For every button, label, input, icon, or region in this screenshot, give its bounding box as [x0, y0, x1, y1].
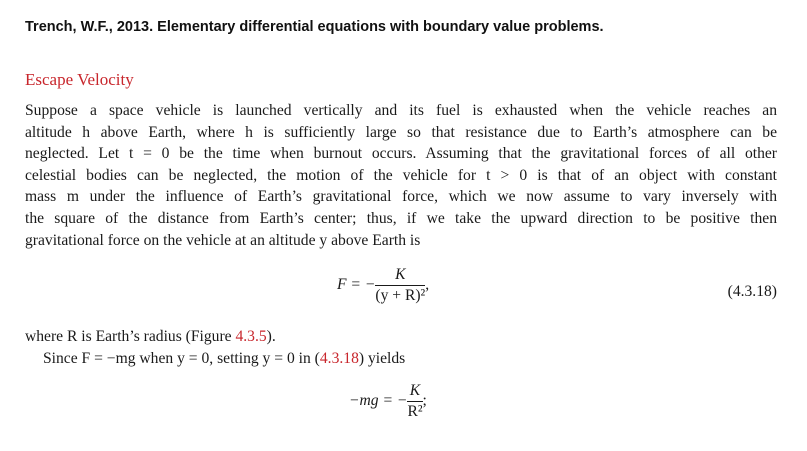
paragraph-line: altitude h above Earth, where h is sufficiently large so that resistance due to Earth’s atmosphere can be: [25, 123, 777, 141]
paragraph-radius: [25, 326, 276, 348]
figure-link[interactable]: 4.3.5: [235, 328, 267, 345]
paragraph-escape-velocity-intro: [25, 100, 777, 251]
paragraph-line: mass m under the influence of Earth’s gravitational force, which we now assume to vary inversely with: [25, 188, 777, 206]
paragraph-line: neglected. Let t = 0 be the time when burnout occurs. Assuming that the gravitational forces of all other: [25, 145, 777, 163]
equation-expression: [337, 266, 429, 305]
paragraph-text: where R is Earth’s radius (Figure: [25, 328, 236, 345]
equation-fraction: [407, 382, 422, 421]
equation-mg: [0, 380, 807, 430]
paragraph-text: Since F = −mg when y = 0, setting y = 0 in (: [43, 350, 320, 367]
equation-number: (4.3.18): [727, 283, 777, 300]
equation-numerator: K: [375, 266, 425, 286]
paragraph-text: ).: [266, 328, 276, 345]
equation-4-3-18: [0, 262, 807, 320]
equation-expression: [349, 382, 427, 421]
equation-denominator: R²: [407, 403, 423, 420]
paragraph-text: ) yields: [358, 350, 406, 367]
paragraph-line: Suppose a space vehicle is launched vertically and its fuel is exhausted when the vehicle reaches an: [25, 102, 777, 119]
paragraph-line: the square of the distance from Earth’s center; thus, if we take the upward direction to be positive then: [25, 209, 777, 227]
equation-lhs: −mg = −: [349, 392, 408, 410]
equation-lhs: F = −: [337, 276, 376, 294]
equation-denominator: (y + R)²: [375, 287, 426, 304]
paragraph-line: celestial bodies can be neglected, the motion of the vehicle for t > 0 is that of an object with constant: [25, 166, 777, 184]
equation-link[interactable]: 4.3.18: [319, 350, 359, 367]
citation-header: Trench, W.F., 2013. Elementary differential equations with boundary value problems.: [25, 19, 604, 35]
paragraph-substitution: [43, 348, 405, 370]
section-title: Escape Velocity: [25, 70, 134, 89]
equation-numerator: K: [407, 382, 422, 402]
equation-trailing: ;: [422, 392, 427, 410]
equation-fraction: [375, 266, 425, 305]
equation-trailing: ,: [425, 276, 430, 294]
paragraph-line: gravitational force on the vehicle at an altitude y above Earth is: [25, 231, 421, 249]
